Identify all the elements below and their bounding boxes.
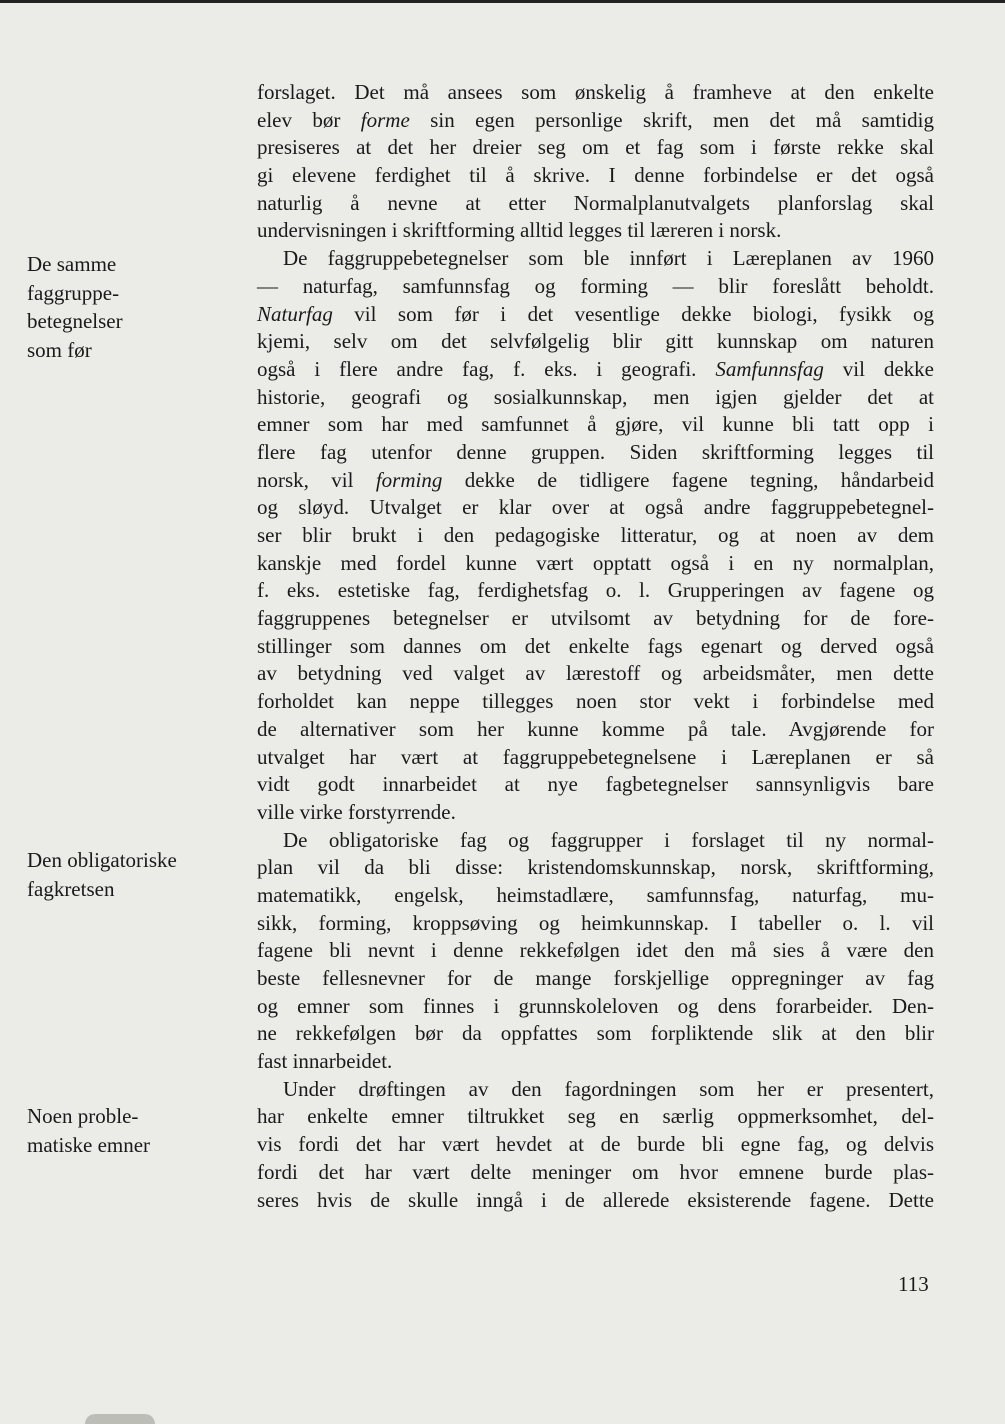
text-line — [257, 190, 934, 218]
text-segment: De obligatoriske fag og faggrupper i forslaget til ny normal- — [283, 827, 934, 852]
text-segment: beste fellesnevner for de mange forskjellige oppregninger av fag — [257, 966, 934, 990]
text-segment: ville virke forstyrrende. — [257, 799, 456, 824]
text-segment: vidt godt innarbeidet at nye fagbetegnelser sannsynligvis bare — [257, 772, 934, 797]
text-segment: f. eks. estetiske fag, ferdighetsfag o. l. Grupperingen av fagene og — [257, 578, 934, 603]
scan-edge — [0, 0, 1005, 3]
text-line — [257, 1048, 934, 1076]
italic-term: forme — [360, 107, 410, 132]
text-line — [257, 245, 934, 273]
text-line — [257, 134, 934, 162]
text-segment: naturlig å nevne at etter Normalplanutvalgets planforslag skal — [257, 190, 934, 215]
scan-smudge — [85, 1414, 155, 1424]
margin-note-line: betegnelser — [27, 309, 123, 334]
text-segment: matematikk, engelsk, heimstadlære, samfunnsfag, naturfag, mu- — [257, 882, 934, 907]
text-segment: — naturfag, samfunnsfag og forming — blir foreslått beholdt. — [257, 273, 934, 298]
text-line — [257, 522, 934, 550]
text-segment: de alternativer som her kunne komme på tale. Avgjørende for — [257, 716, 934, 741]
text-line — [257, 882, 934, 910]
text-segment: også i flere andre fag, f. eks. i geografi. — [257, 356, 716, 381]
text-line — [257, 660, 934, 688]
text-segment: norsk, vil — [257, 467, 376, 492]
text-line — [257, 1159, 934, 1187]
text-line — [257, 79, 934, 107]
text-line — [257, 1103, 934, 1131]
margin-note-line: fagkretsen — [27, 876, 115, 901]
margin-note-line: De samme — [27, 252, 117, 276]
margin-note-line: som før — [27, 338, 92, 363]
margin-note-obligatoriske-fagkretsen — [27, 846, 177, 903]
text-segment: utvalget har vært at faggruppebetegnelsene i Læreplanen er så — [257, 744, 934, 769]
text-segment: vil dekke — [823, 356, 934, 381]
italic-term: Samfunnsfag — [715, 356, 824, 381]
text-segment: forslaget. Det må ansees som ønskelig å framheve at den enkelte — [257, 80, 934, 104]
text-segment: og emner som finnes i grunnskoleloven og dens forarbeider. Den- — [257, 993, 934, 1018]
text-segment: flere fag utenfor denne gruppen. Siden skriftforming legges til — [257, 439, 934, 464]
text-segment: sikk, forming, kroppsøving og heimkunnskap. I tabeller o. l. vil — [257, 910, 934, 935]
text-segment: De faggruppebetegnelser som ble innført i Læreplanen av 1960 — [283, 246, 934, 271]
text-segment: stillinger som dannes om det enkelte fags egenart og derved også — [257, 633, 934, 658]
text-segment: faggruppenes betegnelser er utvilsomt av betydning for de fore- — [257, 606, 934, 631]
text-line — [257, 356, 934, 384]
text-segment: undervisningen i skriftforming alltid legges til læreren i norsk. — [257, 218, 782, 243]
text-line — [257, 993, 934, 1021]
text-segment: vil som før i det vesentlige dekke biologi, fysikk og — [332, 301, 934, 326]
text-segment: har enkelte emner tiltrukket seg en særlig oppmerksomhet, del- — [257, 1104, 934, 1129]
margin-note-faggruppebetegnelser — [27, 250, 123, 365]
text-segment: fast innarbeidet. — [257, 1049, 393, 1074]
text-segment: av betydning ved valget av lærestoff og arbeidsmåter, men dette — [257, 661, 934, 686]
margin-note-line: Noen proble- — [27, 1104, 139, 1128]
text-line — [257, 1131, 934, 1159]
body-text — [257, 79, 934, 1214]
text-segment: emner som har med samfunnet å gjøre, vil kunne bli tatt opp i — [257, 412, 934, 437]
text-line — [257, 827, 934, 855]
text-line — [257, 384, 934, 412]
italic-term: forming — [375, 467, 443, 492]
text-segment: presiseres at det her dreier seg om et fag som i første rekke skal — [257, 135, 934, 160]
text-line — [257, 854, 934, 882]
text-segment: historie, geografi og sosialkunnskap, men igjen gjelder det at — [257, 384, 934, 409]
text-line — [257, 577, 934, 605]
text-line — [257, 937, 934, 965]
text-line — [257, 771, 934, 799]
text-segment: forholdet kan neppe tillegges noen stor vekt i forbindelse med — [257, 689, 934, 714]
text-segment: plan vil da bli disse: kristendomskunnskap, norsk, skriftforming, — [257, 855, 934, 880]
text-segment: ser blir brukt i den pedagogiske litteratur, og at noen av dem — [257, 523, 934, 547]
text-line — [257, 217, 934, 245]
text-line — [257, 494, 934, 522]
text-line — [257, 716, 934, 744]
text-segment: kanskje med fordel kunne vært opptatt også i en ny normalplan, — [257, 550, 934, 575]
margin-note-line: faggruppe- — [27, 280, 120, 305]
page-number: 113 — [898, 1272, 929, 1296]
text-segment: sin egen personlige skrift, men det må samtidig — [409, 107, 934, 132]
text-line — [257, 1020, 934, 1048]
text-line — [257, 1187, 934, 1215]
text-segment: fordi det har vært delte meninger om hvor emnene burde plas- — [257, 1159, 934, 1184]
text-line — [257, 605, 934, 633]
text-segment: kjemi, selv om det selvfølgelig blir gitt kunnskap om naturen — [257, 329, 934, 354]
text-line — [257, 411, 934, 439]
text-line — [257, 1076, 934, 1104]
text-line — [257, 467, 934, 495]
text-segment: fagene bli nevnt i denne rekkefølgen idet den må sies å være den — [257, 938, 934, 963]
text-line — [257, 162, 934, 190]
margin-note-line: Den obligatoriske — [27, 848, 177, 872]
text-line — [257, 439, 934, 467]
margin-note-line: matiske emner — [27, 1132, 151, 1157]
text-segment: seres hvis de skulle inngå i de allerede eksisterende fagene. Dette — [257, 1187, 934, 1212]
text-line — [257, 965, 934, 993]
margin-note-problematiske-emner — [27, 1102, 150, 1159]
text-line — [257, 688, 934, 716]
text-line — [257, 633, 934, 661]
text-line — [257, 799, 934, 827]
text-segment: dekke de tidligere fagene tegning, håndarbeid — [442, 467, 934, 492]
text-segment: vis fordi det har vært hevdet at de burde bli egne fag, og delvis — [257, 1132, 934, 1157]
text-segment: ne rekkefølgen bør da oppfattes som forpliktende slik at den blir — [257, 1021, 934, 1046]
text-line — [257, 273, 934, 301]
text-line — [257, 301, 934, 329]
text-line — [257, 744, 934, 772]
text-line — [257, 910, 934, 938]
text-line — [257, 107, 934, 135]
text-line — [257, 550, 934, 578]
text-segment: elev bør — [257, 107, 361, 132]
text-line — [257, 328, 934, 356]
text-segment: gi elevene ferdighet til å skrive. I denne forbindelse er det også — [257, 163, 934, 188]
italic-term: Naturfag — [257, 301, 333, 326]
text-segment: Under drøftingen av den fagordningen som her er presentert, — [283, 1076, 934, 1101]
text-segment: og sløyd. Utvalget er klar over at også andre faggruppebetegnel- — [257, 495, 934, 520]
